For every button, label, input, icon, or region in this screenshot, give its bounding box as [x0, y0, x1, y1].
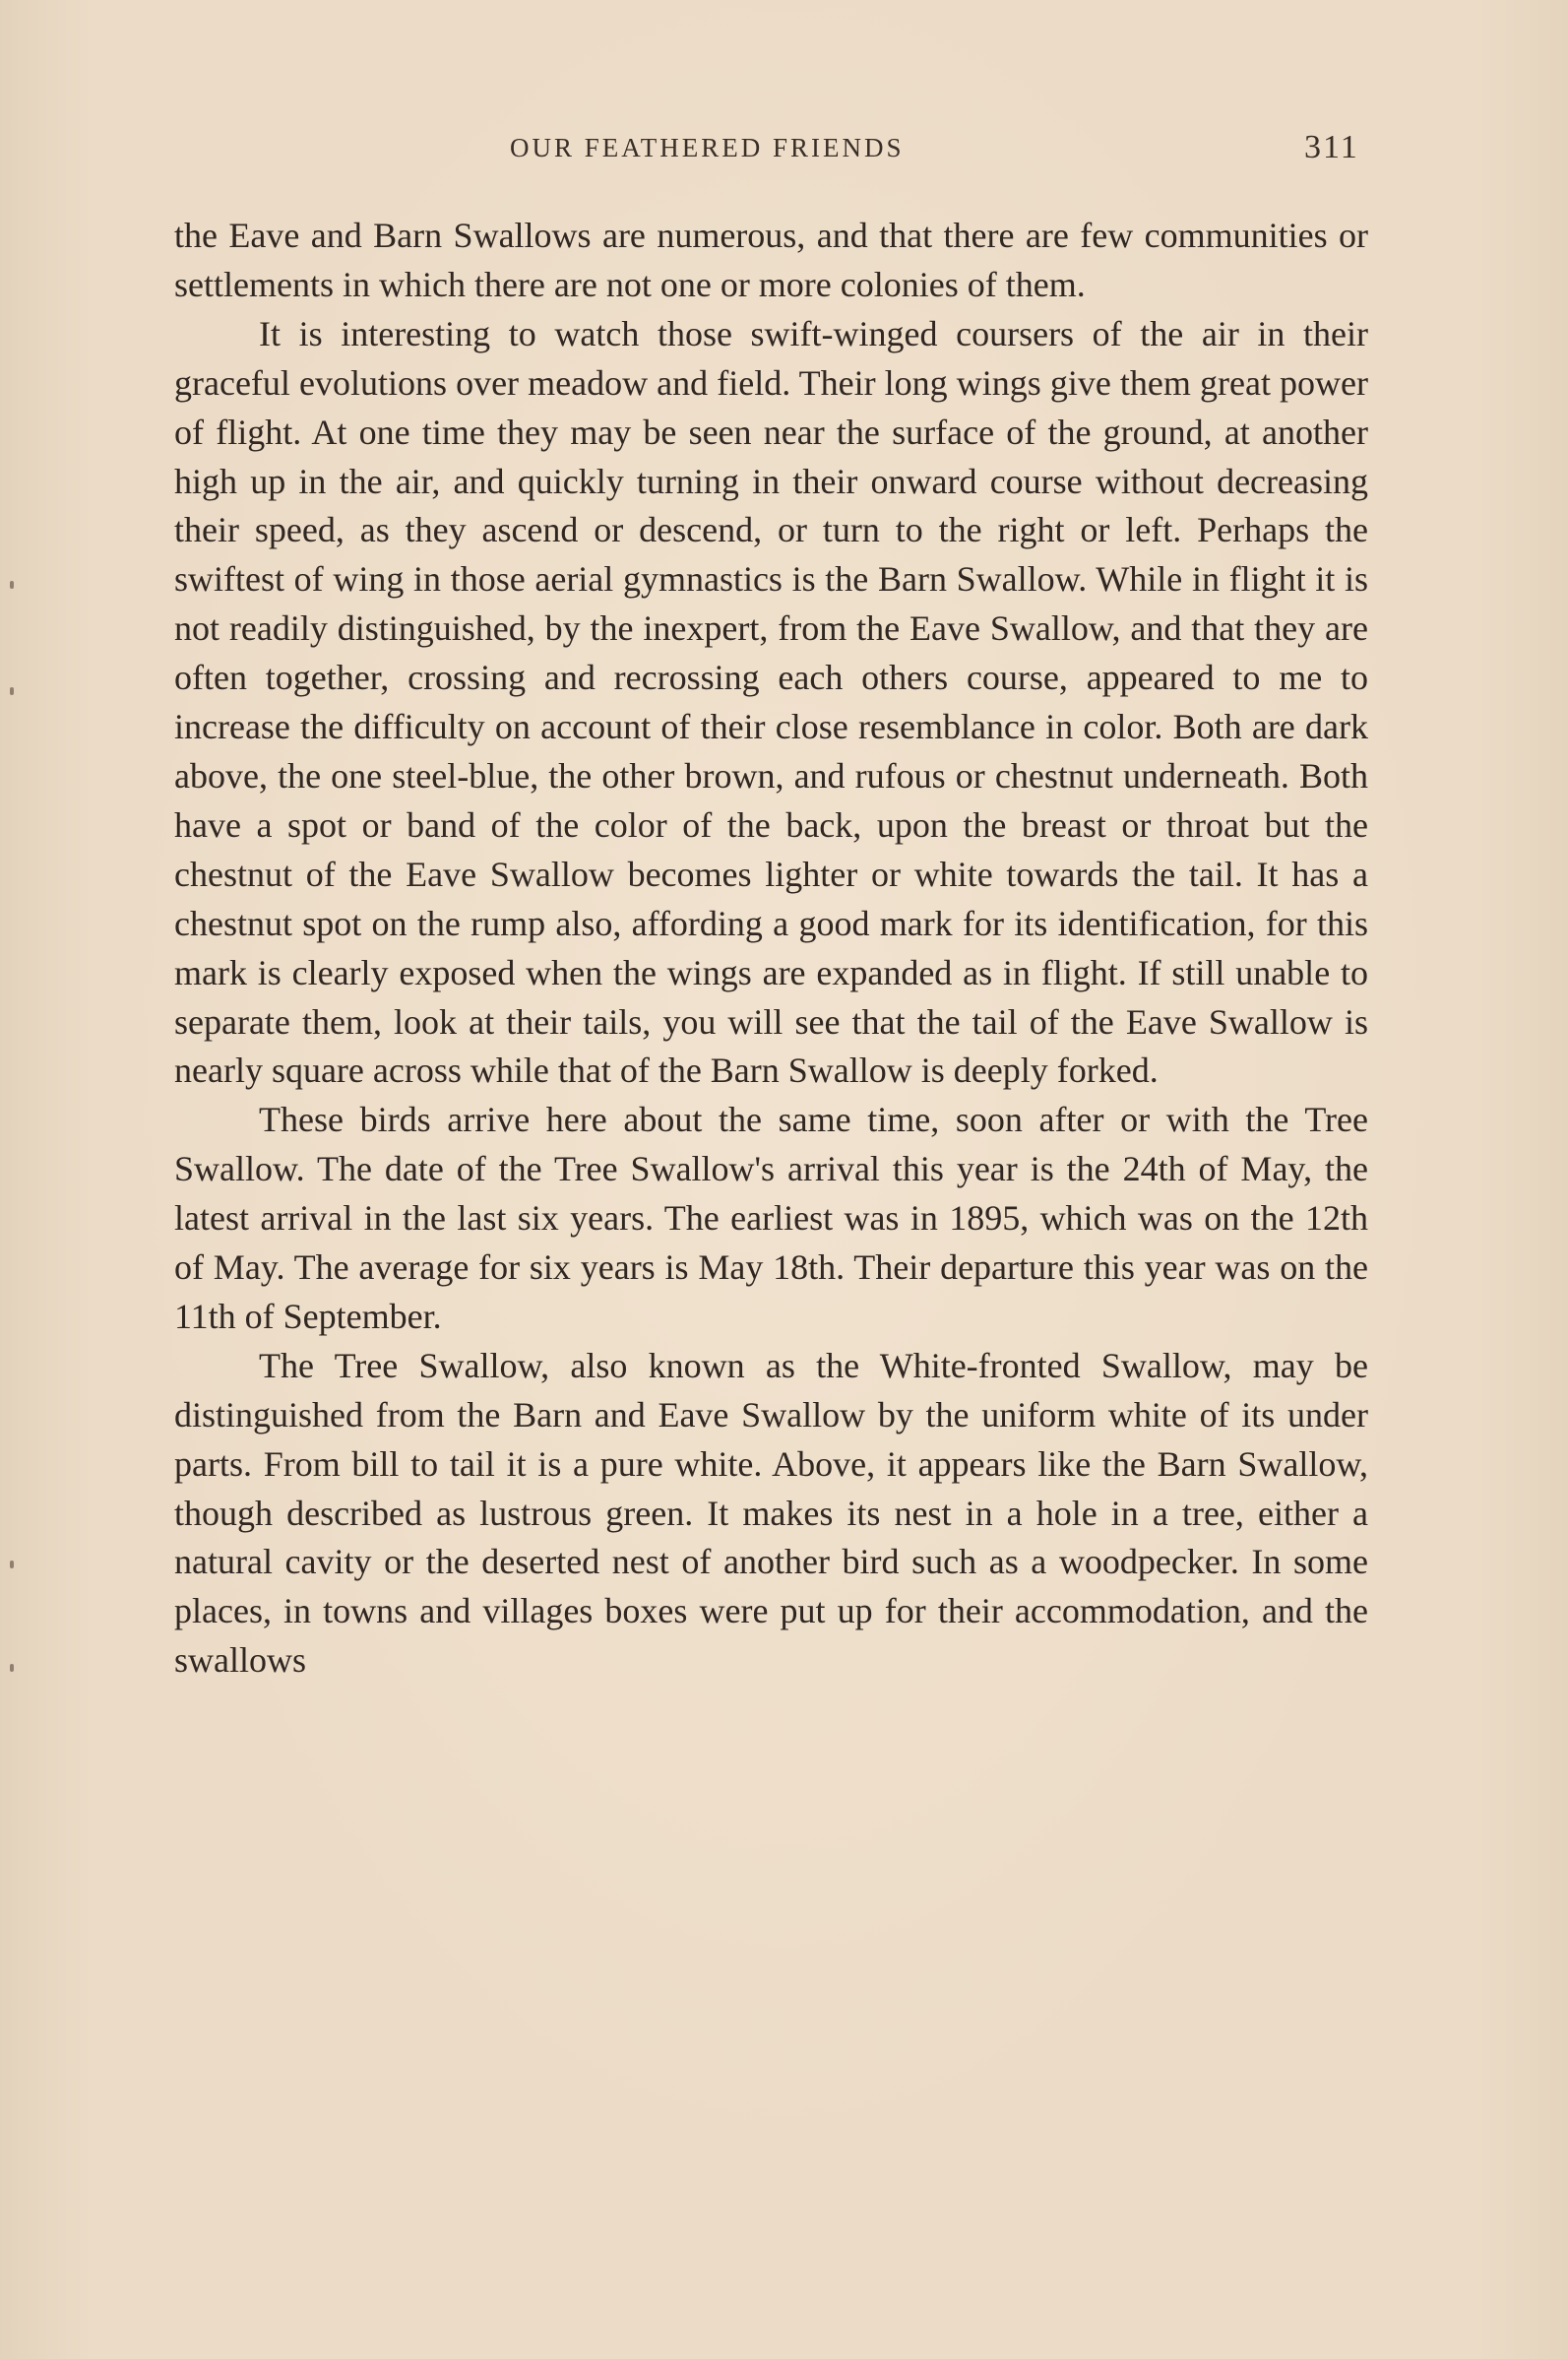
running-head — [0, 129, 1568, 176]
margin-speck — [10, 1561, 14, 1568]
paragraph-4: The Tree Swallow, also known as the White-fronted Swallow, may be distinguished from the Barn and Eave Swallow by the uniform white of its under parts. From bill to tail it is a pure white. Above, it appears like the Barn Swallow, though described as lustrous green. It makes its nest in a hole in a tree, either a natural cavity or the deserted nest of another bird such as a woodpecker. In some places, in towns and villages boxes were put up for their accommodation, and the swallows — [174, 1345, 1368, 1681]
margin-speck — [10, 687, 14, 695]
margin-speck — [10, 581, 14, 589]
margin-speck — [10, 1664, 14, 1672]
body-text — [174, 212, 1368, 1686]
running-title: OUR FEATHERED FRIENDS — [510, 133, 905, 162]
paragraph-2: It is interesting to watch those swift-winged coursers of the air in their graceful evolutions over meadow and field. Their long wings give them great power of flight. At one time they may be seen near the surface of the ground, at another high up in the air, and quickly turning in their onward course without decreasing their speed, as they ascend or descend, or turn to the right or left. Perhaps the swiftest of wing in those aerial gymnastics is the Barn Swallow. While in flight it is not readily distinguished, by the inexpert, from the Eave Swallow, and that they are often together, crossing and recrossing each others course, appeared to me to increase the difficulty on account of their close resemblance in color. Both are dark above, the one steel-blue, the other brown, and rufous or chestnut underneath. Both have a spot or band of the color of the back, upon the breast or throat but the chestnut of the Eave Swallow becomes lighter or white towards the tail. It has a chestnut spot on the rump also, affording a good mark for its identification, for this mark is clearly exposed when the wings are expanded as in flight. If still unable to separate them, look at their tails, you will see that the tail of the Eave Swallow is nearly square across while that of the Barn Swallow is deeply forked. — [174, 313, 1368, 1091]
page-number: 311 — [1304, 129, 1359, 165]
paragraph-1: the Eave and Barn Swallows are numerous, and that there are few communities or settlements in which there are not one or more colonies of them. — [174, 216, 1368, 304]
paragraph-3: These birds arrive here about the same time, soon after or with the Tree Swallow. The date of the Tree Swallow's arrival this year is the 24th of May, the latest arrival in the last six years. The earliest was in 1895, which was on the 12th of May. The average for six years is May 18th. Their departure this year was on the 11th of September. — [174, 1100, 1368, 1336]
